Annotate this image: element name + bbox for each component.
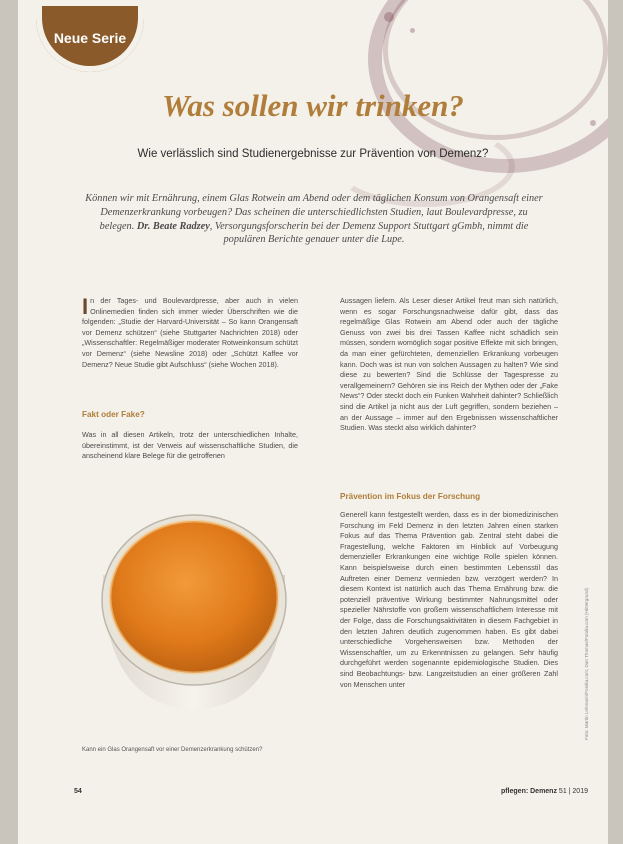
body-paragraph: Was in all diesen Artikeln, trotz der unterschiedlichen Inhalte, übereinstimmt, ist der Verweis auf wissenschaftliche Studien, die anscheinend klare Belege für die getroffenen: [82, 430, 298, 461]
section-heading: Fakt oder Fake?: [82, 410, 145, 419]
photo-caption: Kann ein Glas Orangensaft vor einer Demenzerkrankung schützen?: [82, 747, 263, 753]
body-paragraph: [82, 296, 298, 370]
magazine-name: pflegen: Demenz: [500, 788, 557, 795]
article-title: Was sollen wir trinken?: [162, 88, 464, 123]
wine-drop: [410, 28, 415, 33]
drop-cap: I: [82, 294, 89, 319]
series-badge-label: Neue Serie: [53, 30, 127, 46]
wine-drop: [384, 12, 394, 22]
orange-juice-glass-photo: [93, 505, 295, 715]
article-intro: [83, 192, 545, 247]
series-badge: [36, 0, 144, 72]
section-heading: Prävention im Fokus der Forschung: [340, 492, 481, 501]
intro-text-end: , Versorgungsforscherin bei der Demenz Support Stuttgart gGmbh, nimmt die populären Berichte genauer unter die Lupe.: [209, 220, 529, 246]
intro-text: Können wir mit Ernährung, einem Glas Rotwein am Abend oder dem täglichen Konsum von Orangensaft einer Demenzerkrankung vorbeugen? Das scheinen die unterschiedlichsten Studien, laut Boulevardpresse, zu belegen.: [85, 193, 543, 232]
magazine-page: [18, 0, 608, 844]
intro-author: Dr. Beate Radzey: [136, 220, 210, 232]
magazine-footer: [501, 788, 588, 795]
body-paragraph: Aussagen liefern. Als Leser dieser Artikel freut man sich natürlich, wenn es sogar Forschungsnachweise dafür gibt, dass das regelmäßige Glas Rotwein am Abend oder auch der tägliche Genuss von zwei bis drei Tassen Kaffee nicht schädlich sein müssen, sondern womöglich sogar positive Effekte mit sich bringen, da man einer gefürchteten, demenziellen Erkrankung vorbeugen kann. Doch was ist nun von solchen Aussagen zu halten? Wie sind diese zu bewerten? Sind die Schlüsse der Tagespresse zu verallgemeinern? Gehören sie ins Reich der Mythen oder der „Fake News“? Oder steckt doch ein Funken Wahrheit dahinter? Schließlich sind die Artikel ja nicht aus der Luft gegriffen, sondern beziehen – an der Aussage – immer auf den Ergebnissen wissenschaftlicher Studien. Was steckt also wirklich dahinter?: [340, 296, 558, 433]
page-number: 54: [74, 788, 82, 795]
magazine-issue: 51 | 2019: [558, 788, 588, 795]
article-subtitle: Wie verlässlich sind Studienergebnisse zur Prävention von Demenz?: [137, 148, 489, 160]
body-column-right: [340, 296, 558, 434]
body-column-left: [82, 296, 298, 370]
body-paragraph: Generell kann festgestellt werden, dass es in der biomedizinischen Forschung im Feld Demenz in den letzten Jahren einen starken Fokus auf das Thema Prävention gab. Zentral steht dabei die Fragestellung, welche Faktoren im Hinblick auf Vorbeugung demenzieller Erkrankungen eine wichtige Rolle spielen können. Kann beispielsweise durch einen bestimmten Lebensstil das Auftreten einer Demenz vermieden bzw. verzögert werden? In diesem Kontext ist natürlich auch das Thema Ernährung bzw. die potenziell präventive Wirkung bestimmter Nahrungsmittel oder spezieller Nährstoffe von großem wissenschaftlichem Interesse mit der Folge, dass die Forschungsaktivitäten in diesem Fachgebiet in den letzten Jahren deutlich zugenommen haben. Es gibt dabei unterschiedliche Vorgehensweisen bzw. Methoden der Wissenschaftler, um zu Erkenntnissen zu gelangen. Sehr häufig durchgeführt werden sogenannte epidemiologische Studien. Dies sind Beobachtungs- bzw. Langzeitstudien an einer größeren Zahl von Menschen unter: [340, 510, 558, 689]
body-text: n der Tages- und Boulevardpresse, aber auch in vielen Onlinemedien finden sich immer wieder Überschriften wie die folgenden: „Studie der Harvard-Universität – So kann Orangensaft vor Demenz schützen“ (siehe Stuttgarter Nachrichten 2018) oder „Wissenschaftler: Regelmäßiger moderater Rotweinkonsum schützt vor Demenz“ (siehe Newsline 2018) oder „Schützt Kaffee vor Demenz? Neue Studie gibt Aufschluss“ (siehe Wochen 2018).: [82, 296, 298, 369]
photo-credit: Foto: Martin Lehmann/Fotolia.com; Dan Thomas/Fotolia.com (Hintergrund): [584, 587, 589, 740]
